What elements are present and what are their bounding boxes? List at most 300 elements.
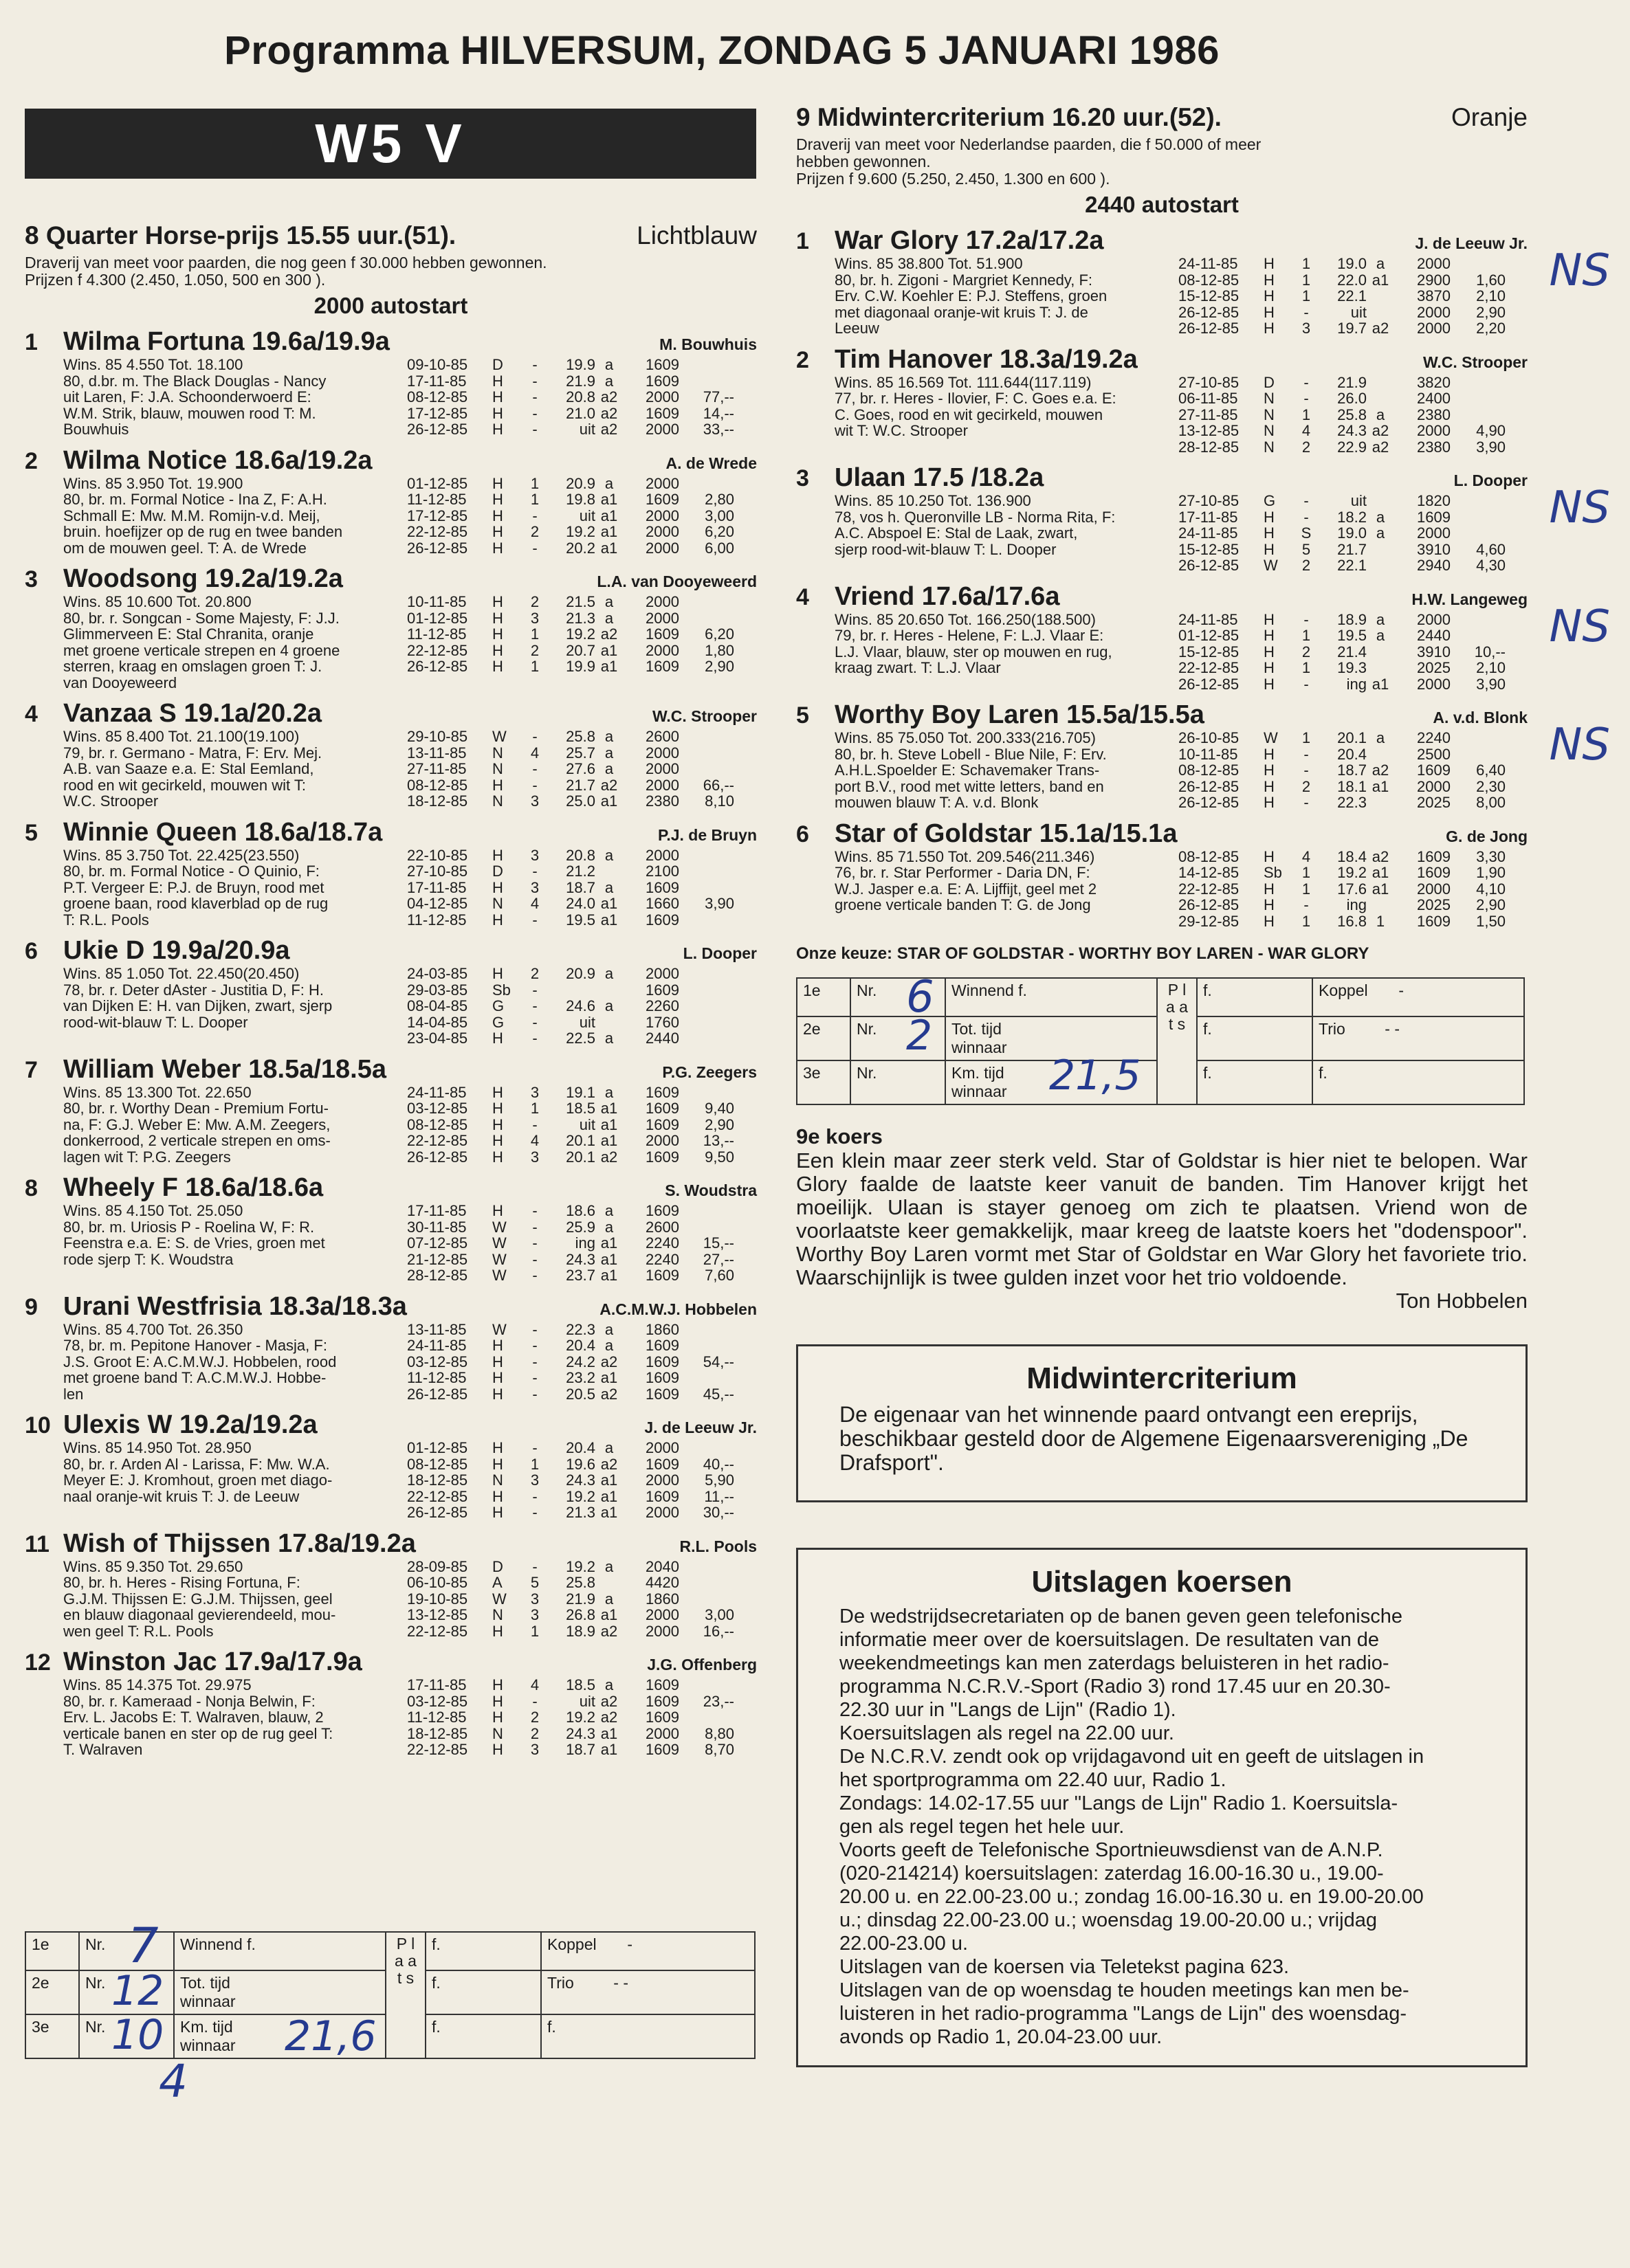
- form-cell: [679, 982, 734, 999]
- race-8-desc-line: Draverij van meet voor paarden, die nog geen f 30.000 hebben gewonnen.: [25, 254, 547, 271]
- form-cell: 24.3: [566, 1724, 595, 1742]
- race-8-header: [25, 221, 757, 250]
- form-cell: 22.1: [1337, 287, 1367, 304]
- horse-form-table: [1178, 375, 1528, 456]
- horse-info-line: Wins. 85 9.350 Tot. 29.650: [63, 1557, 243, 1575]
- form-cell: 4420: [646, 1574, 679, 1591]
- form-cell: -: [532, 1369, 538, 1386]
- form-cell: 28-09-85: [407, 1557, 468, 1575]
- form-cell: 2025: [1417, 896, 1451, 913]
- horse-info-line: Wins. 85 4.550 Tot. 18.100: [63, 356, 243, 373]
- form-cell: a: [1376, 729, 1385, 746]
- form-cell: [1367, 746, 1394, 763]
- form-cell: 01-12-85: [407, 474, 468, 492]
- horse-info-line: 80, br. h. Heres - Rising Fortuna, F:: [63, 1574, 300, 1591]
- form-cell: 22-12-85: [407, 523, 468, 540]
- form-cell: H: [492, 1504, 503, 1521]
- horse-header: [796, 226, 1528, 256]
- form-cell: 2240: [646, 1234, 679, 1252]
- form-row: [1178, 493, 1528, 509]
- form-cell: 20.7: [566, 641, 595, 659]
- form-cell: 19.6: [566, 1455, 595, 1473]
- form-cell: 25.8: [1337, 405, 1367, 423]
- form-cell: 1609: [646, 1337, 679, 1354]
- uitslagen-box-title: Uitslagen koersen: [1031, 1565, 1292, 1599]
- form-cell: 17-12-85: [407, 404, 468, 422]
- form-cell: 21.9: [566, 372, 595, 390]
- tote-nr-label: Nr.: [85, 1974, 106, 1992]
- uitslagen-line: avonds op Radio 1, 20.04-23.00 uur.: [839, 2026, 1163, 2048]
- form-row: [1178, 439, 1528, 456]
- horse-entry: [25, 936, 757, 1047]
- form-cell: [679, 1677, 734, 1693]
- form-cell: a2: [600, 1692, 618, 1710]
- form-cell: a2: [600, 625, 618, 643]
- uitslagen-line: informatie meer over de koersuitslagen. De resultaten van de: [839, 1629, 1380, 1651]
- tote9-plaats-f2[interactable]: f.: [1197, 1016, 1312, 1060]
- form-cell: H: [1264, 287, 1275, 304]
- form-cell: 1609: [646, 1148, 679, 1166]
- form-cell: 2: [530, 523, 540, 540]
- form-cell: 1609: [646, 1385, 679, 1403]
- horse-body: [63, 1677, 757, 1758]
- horse-entry: [25, 1292, 757, 1403]
- horse-info-line: 80, br. m. Uriosis P - Roelina W, F: R.: [63, 1218, 315, 1236]
- form-cell: [679, 761, 734, 777]
- horse-info-line: Wins. 85 10.250 Tot. 136.900: [835, 492, 1031, 509]
- form-cell: -: [532, 997, 538, 1014]
- form-row: [407, 1030, 757, 1047]
- form-cell: 2000: [646, 388, 679, 405]
- horse-info-line: donkerrood, 2 verticale strepen en oms-: [63, 1132, 331, 1149]
- form-row: [407, 1370, 757, 1386]
- horse-info: [63, 1677, 407, 1758]
- form-row: [407, 880, 757, 896]
- form-cell: 2000: [1417, 880, 1451, 898]
- form-cell: 22.3: [1337, 794, 1367, 811]
- form-cell: 20.4: [1337, 745, 1367, 763]
- horse-entry: [25, 818, 757, 929]
- form-cell: 13-11-85: [407, 744, 467, 761]
- form-cell: -: [532, 863, 538, 880]
- form-cell: -: [1303, 303, 1309, 321]
- horse-body: [835, 493, 1528, 574]
- form-cell: 19.5: [1337, 627, 1367, 644]
- uitslagen-line: 22.00-23.00 u.: [839, 1933, 969, 1955]
- horse-info-line: Wins. 85 14.375 Tot. 29.975: [63, 1676, 252, 1693]
- form-cell: 33,--: [703, 421, 734, 438]
- form-cell: -: [532, 776, 538, 794]
- horse-header: [796, 582, 1528, 612]
- onze-keuze: Onze keuze: STAR OF GOLDSTAR - WORTHY BOY LAREN - WAR GLORY: [796, 944, 1369, 963]
- form-cell: -: [532, 1337, 538, 1354]
- form-cell: Sb: [1264, 864, 1282, 881]
- form-cell: 8,80: [705, 1724, 734, 1742]
- horse-number: 6: [25, 938, 38, 964]
- form-cell: N: [492, 1606, 503, 1623]
- form-cell: 7,60: [705, 1267, 734, 1284]
- form-cell: H: [492, 609, 503, 627]
- form-cell: 2000: [1417, 777, 1451, 795]
- tote-koppel[interactable]: [541, 1932, 755, 1970]
- form-cell: N: [1264, 390, 1275, 407]
- form-cell: a: [604, 760, 614, 777]
- form-cell: H: [492, 1487, 503, 1505]
- form-cell: 20.2: [566, 539, 595, 557]
- tote-km-tijd-label: Km. tijd: [180, 2018, 233, 2036]
- commentary-author: Ton Hobbelen: [1396, 1289, 1528, 1313]
- form-cell: H: [492, 1100, 503, 1117]
- form-cell: N: [1264, 422, 1275, 439]
- form-cell: [679, 373, 734, 390]
- form-row: [407, 1623, 757, 1640]
- form-cell: H: [1264, 320, 1275, 337]
- horse-entry: [25, 446, 757, 557]
- form-cell: 3: [530, 846, 540, 864]
- horse-info-line: Wins. 85 14.950 Tot. 28.950: [63, 1439, 252, 1456]
- form-cell: [679, 745, 734, 761]
- form-cell: 6,20: [705, 523, 734, 540]
- form-cell: 14-12-85: [1178, 864, 1240, 881]
- horse-form-table: [1178, 730, 1528, 811]
- form-cell: [1367, 304, 1394, 321]
- horse-info-line: A.H.L.Spoelder E: Schavemaker Trans-: [835, 761, 1100, 779]
- horse-form-table: [407, 1559, 757, 1640]
- form-cell: H: [492, 421, 503, 438]
- horse-info-line: Wins. 85 1.050 Tot. 22.450(20.450): [63, 965, 300, 982]
- tote9-trio[interactable]: [1312, 1016, 1524, 1060]
- horse-info-line: Wins. 85 75.050 Tot. 200.333(216.705): [835, 729, 1096, 746]
- horse-info-line: 80, br. r. Kameraad - Nonja Belwin, F:: [63, 1692, 316, 1710]
- form-cell: 13-11-85: [407, 1320, 467, 1338]
- form-cell: 22.5: [566, 1030, 595, 1047]
- form-cell: 22-12-85: [407, 1132, 468, 1149]
- form-cell: 21.3: [566, 609, 595, 627]
- form-cell: a: [604, 356, 614, 373]
- form-cell: uit: [579, 421, 595, 438]
- form-cell: N: [492, 895, 503, 912]
- form-cell: 1: [530, 658, 540, 675]
- horse-info-line: 80, br. r. Arden Al - Larissa, F: Mw. W.A.: [63, 1455, 330, 1473]
- race-9-section: [796, 103, 1610, 2067]
- form-cell: 22-12-85: [407, 1487, 468, 1505]
- form-cell: [1367, 375, 1394, 391]
- form-row: [407, 912, 757, 929]
- horse-info-line: Wins. 85 20.650 Tot. 166.250(188.500): [835, 610, 1096, 628]
- horse-header: [25, 936, 757, 966]
- form-cell: 2000: [646, 760, 679, 777]
- tote-place-1: 1e: [25, 1932, 79, 1970]
- horse-body: [63, 1440, 757, 1521]
- horse-info-line: uit Laren, F: J.A. Schoonderwoerd E:: [63, 388, 311, 405]
- form-cell: a2: [600, 1709, 618, 1726]
- horse-info-line: len: [63, 1385, 84, 1403]
- form-cell: 20.1: [566, 1132, 595, 1149]
- horse-entry: [796, 700, 1610, 811]
- form-cell: 11-12-85: [407, 1369, 467, 1386]
- form-cell: a1: [600, 1115, 618, 1133]
- tote-trio-dash: - -: [1385, 1020, 1400, 1038]
- horse-info-line: 77, br. r. Heres - Ilovier, F: C. Goes e.a. E:: [835, 390, 1116, 407]
- form-cell: 17-11-85: [407, 1202, 467, 1219]
- form-cell: H: [492, 1709, 503, 1726]
- tote-nr-1[interactable]: [79, 1917, 174, 1974]
- horse-info-line: van Dijken E: H. van Dijken, zwart, sjerp: [63, 997, 333, 1014]
- horse-info-line: 80, br. m. Formal Notice - Ina Z, F: A.H.: [63, 491, 327, 508]
- form-row: [407, 1267, 757, 1284]
- form-cell: 1609: [1417, 912, 1451, 930]
- horse-body: [63, 594, 757, 691]
- midwinter-box: [796, 1344, 1528, 1502]
- tote-trio[interactable]: [541, 1970, 755, 2014]
- horse-body: [63, 847, 757, 929]
- horse-header: [796, 700, 1528, 730]
- horse-name: Wheely F 18.6a/18.6a: [63, 1173, 324, 1202]
- race-8-description: [25, 254, 757, 289]
- race-8-desc-line: Prijzen f 4.300 (2.450, 1.050, 500 en 300 ).: [25, 271, 326, 289]
- form-cell: 08-12-85: [407, 388, 468, 405]
- form-cell: ing: [575, 1234, 595, 1252]
- form-cell: 1: [1301, 271, 1311, 289]
- horse-body: [835, 612, 1528, 693]
- form-cell: 25.8: [566, 728, 595, 745]
- form-cell: -: [532, 911, 538, 929]
- horse-header: [25, 327, 757, 357]
- form-cell: 1609: [646, 1676, 679, 1693]
- horse-info: [63, 357, 407, 438]
- uitslagen-line: programma N.C.R.V.-Sport (Radio 3) rond 17.45 uur en 20.30-: [839, 1676, 1391, 1698]
- tote-plaats-f2[interactable]: f.: [426, 1970, 541, 2014]
- horse-header: [25, 1529, 757, 1559]
- form-cell: a: [604, 609, 614, 627]
- form-cell: a1: [600, 1741, 618, 1758]
- form-cell: 3,90: [1476, 675, 1506, 693]
- form-cell: 21.2: [566, 863, 595, 880]
- form-row: [407, 1133, 757, 1149]
- form-cell: H: [492, 1439, 503, 1456]
- tote9-trio-f[interactable]: f.: [1312, 1060, 1524, 1104]
- form-row: [407, 1742, 757, 1758]
- horse-info-line: rood en wit gecirkeld, mouwen wit T:: [63, 776, 306, 794]
- form-cell: 6,20: [705, 625, 734, 643]
- horse-info-line: wen geel T: R.L. Pools: [63, 1622, 214, 1640]
- form-cell: 24-11-85: [1178, 610, 1238, 628]
- horse-entry: [25, 1410, 757, 1521]
- tote9-place-2: 2e: [797, 1016, 850, 1060]
- horse-info-line: 80, br. h. Steve Lobell - Blue Nile, F: Erv.: [835, 745, 1107, 763]
- form-cell: 08-12-85: [407, 1455, 468, 1473]
- form-cell: a1: [600, 1487, 618, 1505]
- form-cell: a: [604, 372, 614, 390]
- form-cell: H: [492, 474, 503, 492]
- form-cell: a: [1376, 627, 1385, 644]
- form-cell: 19.2: [566, 523, 595, 540]
- form-cell: a: [604, 1083, 614, 1101]
- horse-header: [25, 818, 757, 847]
- uitslagen-line: De wedstrijdsecretariaten op de banen geven geen telefonische: [839, 1605, 1402, 1627]
- horse-info: [835, 375, 1178, 456]
- form-row: [407, 405, 757, 422]
- uitslagen-line: Koersuitslagen als regel na 22.00 uur.: [839, 1722, 1174, 1744]
- horse-info-line: Schmall E: Mw. M.M. Romijn-v.d. Meij,: [63, 507, 320, 524]
- form-cell: [679, 1575, 734, 1591]
- tote9-nr-3[interactable]: Nr.: [850, 1060, 945, 1104]
- horse-header: [25, 446, 757, 476]
- form-cell: 66,--: [703, 776, 734, 794]
- tote9-nr-2[interactable]: [850, 1012, 945, 1060]
- form-cell: 1609: [646, 1741, 679, 1758]
- tote-nr-2[interactable]: [79, 1967, 174, 2015]
- form-cell: -: [532, 1250, 538, 1268]
- horse-driver: J. de Leeuw Jr.: [1415, 234, 1528, 252]
- form-cell: a1: [1372, 675, 1389, 693]
- form-cell: H: [1264, 271, 1275, 289]
- form-cell: 06-10-85: [407, 1574, 468, 1591]
- form-cell: a1: [600, 1369, 618, 1386]
- form-cell: G: [1264, 492, 1276, 509]
- form-cell: 13-12-85: [1178, 422, 1240, 439]
- horse-header: [796, 819, 1528, 849]
- uitslagen-line: het sportprogramma om 22.40 uur, Radio 1.: [839, 1769, 1226, 1791]
- form-cell: 04-12-85: [407, 895, 468, 912]
- form-cell: 08-04-85: [407, 997, 468, 1014]
- handwritten-second-number: 2: [906, 1012, 933, 1060]
- horse-info: [63, 729, 407, 810]
- form-cell: 1609: [1417, 508, 1451, 526]
- form-cell: 3,00: [705, 507, 734, 524]
- tote-km-tijd: [174, 2014, 386, 2058]
- race-9-desc-line: Prijzen f 9.600 (5.250, 2.450, 1.300 en 600 ).: [796, 170, 1110, 188]
- form-cell: 2000: [1417, 675, 1451, 693]
- form-cell: a2: [600, 1385, 618, 1403]
- form-cell: -: [532, 539, 538, 557]
- tote-trio-f[interactable]: f.: [541, 2014, 755, 2058]
- form-cell: a1: [600, 507, 618, 524]
- form-cell: H: [1264, 255, 1275, 272]
- form-cell: 1609: [646, 1369, 679, 1386]
- form-cell: a: [604, 878, 614, 896]
- form-cell: a1: [600, 895, 618, 912]
- form-cell: 1609: [1417, 864, 1451, 881]
- form-cell: 21.9: [566, 1590, 595, 1608]
- form-cell: 22-12-85: [407, 1622, 468, 1640]
- form-cell: [1367, 493, 1394, 509]
- form-cell: H: [1264, 794, 1275, 811]
- form-row: [1178, 746, 1528, 763]
- form-row: [407, 1489, 757, 1505]
- form-cell: 5: [1301, 540, 1311, 558]
- form-cell: a: [1376, 610, 1385, 628]
- tote-place-2: 2e: [25, 1970, 79, 2014]
- form-cell: [679, 1591, 734, 1608]
- form-cell: a: [604, 1218, 614, 1236]
- form-cell: -: [532, 388, 538, 405]
- form-cell: a1: [600, 1606, 618, 1623]
- form-cell: W: [492, 1218, 507, 1236]
- form-cell: [679, 1337, 734, 1354]
- race-8-tote-form: [25, 1917, 756, 2108]
- form-cell: 2440: [1417, 627, 1451, 644]
- form-cell: 1: [1301, 255, 1311, 272]
- form-cell: 2,90: [1476, 303, 1506, 321]
- race-9-desc-line: hebben gewonnen.: [796, 153, 931, 170]
- form-cell: 16,--: [703, 1622, 734, 1640]
- form-row: [407, 594, 757, 610]
- form-cell: [595, 863, 623, 880]
- form-cell: 22-12-85: [1178, 880, 1240, 898]
- form-cell: 1609: [646, 1100, 679, 1117]
- form-cell: H: [1264, 745, 1275, 763]
- horse-info-line: J.S. Groot E: A.C.M.W.J. Hobbelen, rood: [63, 1353, 337, 1370]
- form-cell: 2,90: [705, 658, 734, 675]
- form-row: [407, 1203, 757, 1219]
- form-cell: 23,--: [703, 1692, 734, 1710]
- tote-plaats-f3[interactable]: f.: [426, 2014, 541, 2058]
- tote9-winnend: Winnend f.: [945, 978, 1157, 1016]
- tote9-plaats-f1[interactable]: f.: [1197, 978, 1312, 1016]
- midwinter-box-text: De eigenaar van het winnende paard ontvangt een ereprijs, beschikbaar gesteld door de Algemene Eigenaarsvereniging „De Drafsport".: [839, 1402, 1468, 1475]
- form-row: [407, 1085, 757, 1101]
- form-cell: -: [1303, 373, 1309, 391]
- form-cell: a1: [600, 1234, 618, 1252]
- race-9-desc-line: Draverij van meet voor Nederlandse paarden, die f 50.000 of meer: [796, 135, 1262, 153]
- form-cell: 14,--: [703, 404, 734, 422]
- form-cell: -: [1303, 745, 1309, 763]
- form-cell: 1609: [646, 1202, 679, 1219]
- horse-info: [835, 612, 1178, 693]
- form-cell: a: [604, 593, 614, 610]
- tote9-koppel[interactable]: [1312, 978, 1524, 1016]
- form-cell: 27-10-85: [407, 863, 468, 880]
- horse-entry: [25, 1055, 757, 1166]
- form-cell: [679, 729, 734, 745]
- tote9-nr-1[interactable]: [850, 972, 945, 1023]
- horse-entry: [796, 345, 1528, 456]
- horse-body: [835, 849, 1528, 930]
- form-cell: H: [492, 404, 503, 422]
- form-cell: 3: [1301, 320, 1311, 337]
- horse-info-line: sterren, kraag en omslagen groen T: J.: [63, 658, 322, 675]
- form-cell: 1860: [646, 1320, 679, 1338]
- form-cell: 2380: [1417, 438, 1451, 456]
- tote9-plaats-f3[interactable]: f.: [1197, 1060, 1312, 1104]
- form-cell: 26-12-85: [1178, 794, 1240, 811]
- form-cell: a: [604, 997, 614, 1014]
- midwinter-box-title: Midwintercriterium: [1026, 1361, 1297, 1395]
- tote-plaats-f1[interactable]: f.: [426, 1932, 541, 1970]
- form-cell: a: [604, 1030, 614, 1047]
- horse-number: 8: [25, 1175, 38, 1201]
- form-cell: W: [492, 1590, 507, 1608]
- horse-entry: [25, 1647, 757, 1758]
- horse-form-table: [407, 966, 757, 1047]
- form-cell: a: [604, 965, 614, 982]
- horse-info-line: Leeuw: [835, 320, 879, 337]
- form-row: [407, 421, 757, 438]
- form-cell: 13-12-85: [407, 1606, 468, 1623]
- tote-nr-3[interactable]: [79, 2011, 174, 2059]
- form-cell: 2000: [646, 1132, 679, 1149]
- form-cell: H: [1264, 303, 1275, 321]
- horse-number: 9: [25, 1293, 38, 1320]
- uitslagen-line: (020-214214) koersuitslagen: zaterdag 16.00-16.30 u., 19.00-: [839, 1863, 1384, 1885]
- horse-number: 5: [796, 702, 809, 729]
- horse-info-line: Erv. L. Jacobs E: T. Walraven, blauw, 2: [63, 1709, 324, 1726]
- horse-name: Vanzaa S 19.1a/20.2a: [63, 699, 322, 728]
- form-cell: 1: [1301, 729, 1311, 746]
- horse-driver: A.C.M.W.J. Hobbelen: [599, 1300, 757, 1318]
- horse-number: 6: [796, 821, 809, 847]
